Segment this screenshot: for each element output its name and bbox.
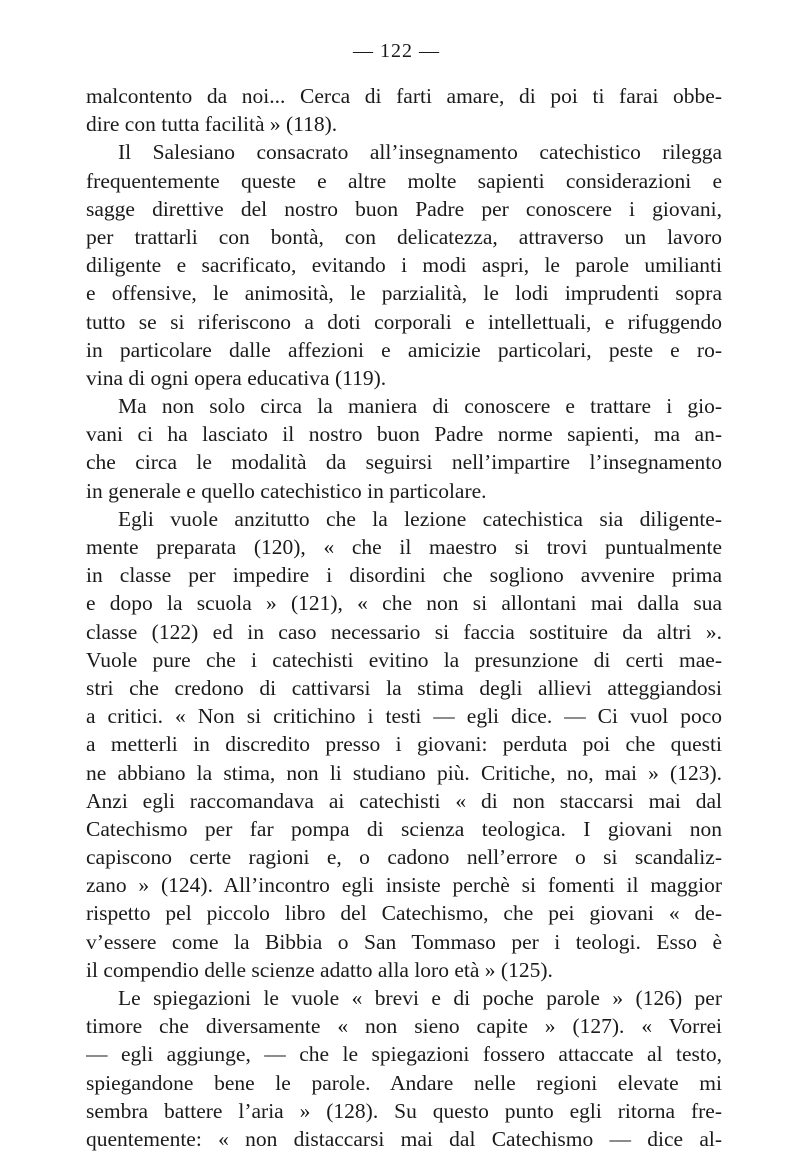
text-line: frequentemente queste e altre molte sapienti considerazioni e [86,168,722,193]
text-line: sembra battere l’aria » (128). Su questo punto egli ritorna fre- [86,1098,722,1123]
text-line: mente preparata (120), « che il maestro si trovi puntualmente [86,535,722,559]
text-line: spiegandone bene le parole. Andare nelle regioni elevate mi [86,1070,722,1095]
text-line: Egli vuole anzitutto che la lezione catechistica sia diligente- [118,506,722,531]
text-line: v’essere come la Bibbia o San Tommaso per i teologi. Esso è [86,929,722,954]
text-line: Ma non solo circa la maniera di conoscere e trattare i gio- [118,394,722,419]
text-line: dire con tutta facilità » (118). [86,112,338,137]
text-line: — egli aggiunge, — che le spiegazioni fossero attaccate al testo, [86,1042,722,1067]
text-line: diligente e sacrificato, evitando i modi aspri, le parole umilianti [86,253,722,278]
text-line: malcontento da noi... Cerca di farti amare, di poi ti farai obbe- [86,84,722,108]
text-line: stri che credono di cattivarsi la stima degli allievi atteggiandosi [86,675,722,700]
text-line: tutto se si riferiscono a doti corporali e intellettuali, e rifuggendo [86,309,722,334]
text-line: a critici. « Non si critichino i testi — egli dice. — Ci vuol poco [86,704,722,729]
text-line: Vuole pure che i catechisti evitino la presunzione di certi mae- [86,647,722,672]
body-text [86,82,722,1153]
text-line: in particolare dalle affezioni e amicizie particolari, peste e ro- [86,337,722,362]
text-line: che circa le modalità da seguirsi nell’impartire l’insegnamento [86,450,722,475]
text-line: per trattarli con bontà, con delicatezza, attraverso un lavoro [86,224,722,249]
text-line: rispetto pel piccolo libro del Catechismo, che pei giovani « de- [86,901,722,926]
text-line: in generale e quello catechistico in particolare. [86,478,487,503]
text-line: ne abbiano la stima, non li studiano più. Critiche, no, mai » (123). [86,760,722,785]
page-number: — 122 — [353,40,440,62]
text-line: quentemente: « non distaccarsi mai dal Catechismo — dice al- [86,1126,722,1151]
text-line: capiscono certe ragioni e, o cadono nell’errore o si scandaliz- [86,845,722,870]
text-line: sagge direttive del nostro buon Padre per conoscere i giovani, [86,196,722,221]
text-line: in classe per impedire i disordini che sogliono avvenire prima [86,563,722,588]
text-line: a metterli in discredito presso i giovani: perduta poi che questi [86,732,722,757]
text-line: Anzi egli raccomandava ai catechisti « di non staccarsi mai dal [86,788,722,813]
text-line: Il Salesiano consacrato all’insegnamento catechistico rilegga [118,140,722,165]
text-line: il compendio delle scienze adatto alla loro età » (125). [86,957,553,982]
text-line: Catechismo per far pompa di scienza teologica. I giovani non [86,816,722,841]
text-line: vina di ogni opera educativa (119). [86,365,387,390]
text-line: Le spiegazioni le vuole « brevi e di poche parole » (126) per [118,986,722,1010]
text-line: zano » (124). All’incontro egli insiste perchè si fomenti il maggior [86,873,722,898]
text-line: timore che diversamente « non sieno capite » (127). « Vorrei [86,1014,722,1039]
text-line: e dopo la scuola » (121), « che non si allontani mai dalla sua [86,591,722,616]
text-line: vani ci ha lasciato il nostro buon Padre norme sapienti, ma an- [86,422,722,447]
text-line: e offensive, le animosità, le parzialità, le lodi imprudenti sopra [86,281,722,306]
text-line: classe (122) ed in caso necessario si faccia sostituire da altri ». [86,619,722,644]
